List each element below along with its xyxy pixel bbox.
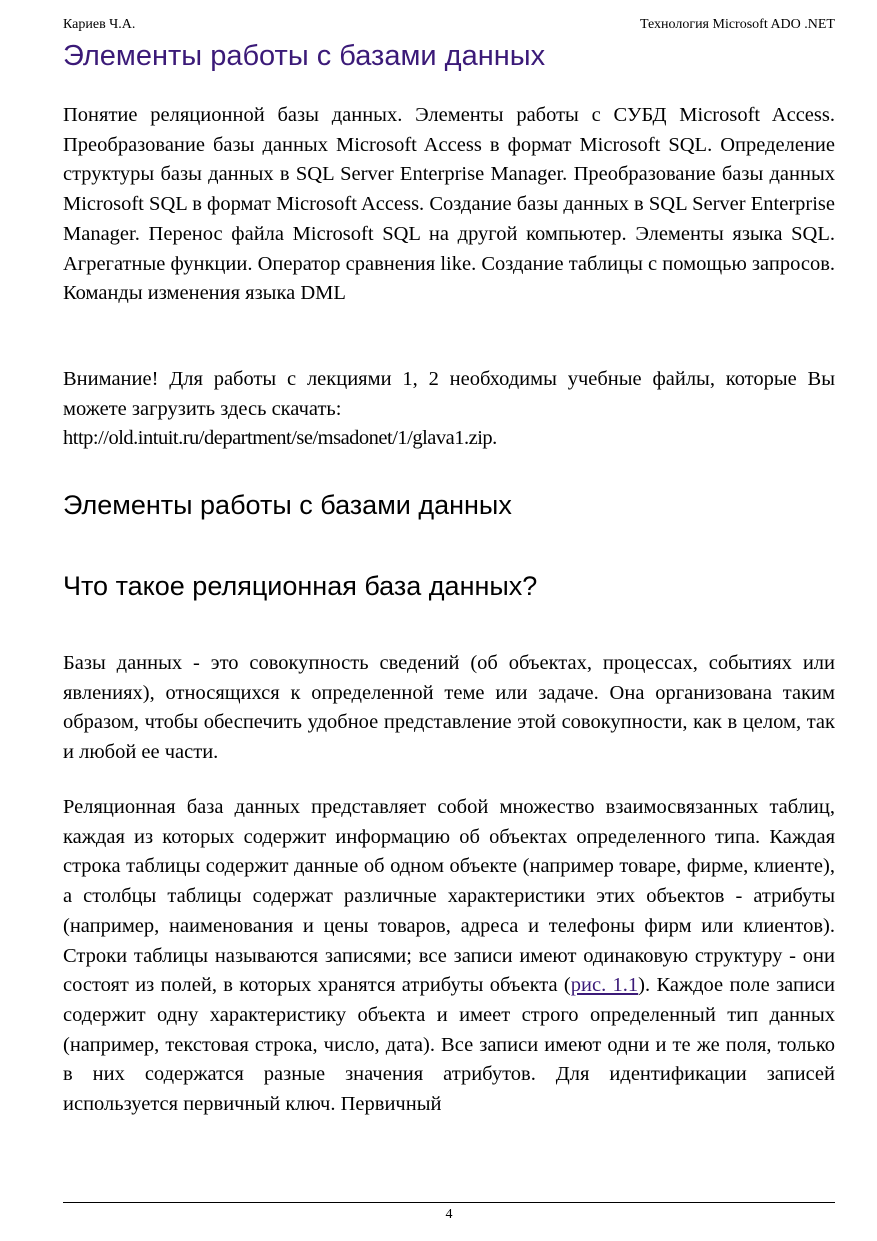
paragraph-2-before-link: Реляционная база данных представляет собой множество взаимосвязанных таблиц, каждая из которых содержит информацию об объектах определенного типа. Каждая строка таблицы содержит данные об одном объекте (например товаре, фирме, клиенте), а столбцы таблицы содержат различные характеристики этих объектов - атрибуты (например, наименования и цены товаров, адреса и телефоны фирм или клиентов). Строки таблицы называются записями; все записи имеют одинаковую структуру - они состоят из полей, в которых хранятся атрибуты объекта ( [63, 796, 835, 997]
paragraph-1-text: Базы данных - это совокупность сведений (об объектах, процессах, событиях или явлениях), относящихся к определенной теме или задаче. Она организована таким образом, чтобы обеспечить удобное представление этой совокупности, как в целом, так и любой ее части. [63, 652, 835, 764]
page-number: 4 [445, 1207, 453, 1222]
paragraph-2-after-link: ). Каждое поле записи содержит одну характеристику объекта и имеет строго определенный тип данных (например, текстовая строка, число, дата). Все записи имеют одни и те же поля, только в них содержатся разные значения атрибутов. Для идентификации записей используется первичный ключ. Первичный [63, 974, 836, 1116]
subsection-heading-block [63, 570, 835, 602]
section-heading-block [63, 489, 835, 521]
lecture-title: Элементы работы с базами данных [63, 40, 546, 72]
notice-url: http://old.intuit.ru/department/se/msadonet/1/glava1.zip. [63, 427, 497, 450]
lecture-abstract [63, 101, 835, 309]
download-notice [63, 365, 835, 454]
paragraph-relational-database [63, 793, 835, 1120]
abstract-text: Понятие реляционной базы данных. Элементы работы с СУБД Microsoft Access. Преобразование базы данных Microsoft Access в формат Microsoft SQL. Определение структуры базы данных в SQL Server Enterprise Manager. Преобразование базы данных Microsoft SQL в формат Microsoft Access. Создание базы данных в SQL Server Enterprise Manager. Перенос файла Microsoft SQL на другой компьютер. Элементы языка SQL. Агрегатные функции. Оператор сравнения like. Создание таблицы с помощью запросов. Команды изменения языка DML [63, 104, 835, 305]
paragraph-database-definition [63, 649, 835, 768]
notice-text: Внимание! Для работы с лекциями 1, 2 необходимы учебные файлы, которые Вы можете загрузить здесь скачать: [63, 368, 835, 420]
header-book-title: Технология Microsoft ADO .NET [639, 17, 835, 32]
footer-divider [63, 1202, 835, 1203]
section-heading: Элементы работы с базами данных [63, 490, 512, 520]
subsection-heading: Что такое реляционная база данных? [63, 571, 538, 601]
header-author: Кариев Ч.А. [63, 17, 136, 32]
running-header [63, 17, 835, 33]
figure-1-1-link[interactable]: рис. 1.1 [570, 974, 639, 997]
paragraph-2-text [63, 793, 835, 1120]
